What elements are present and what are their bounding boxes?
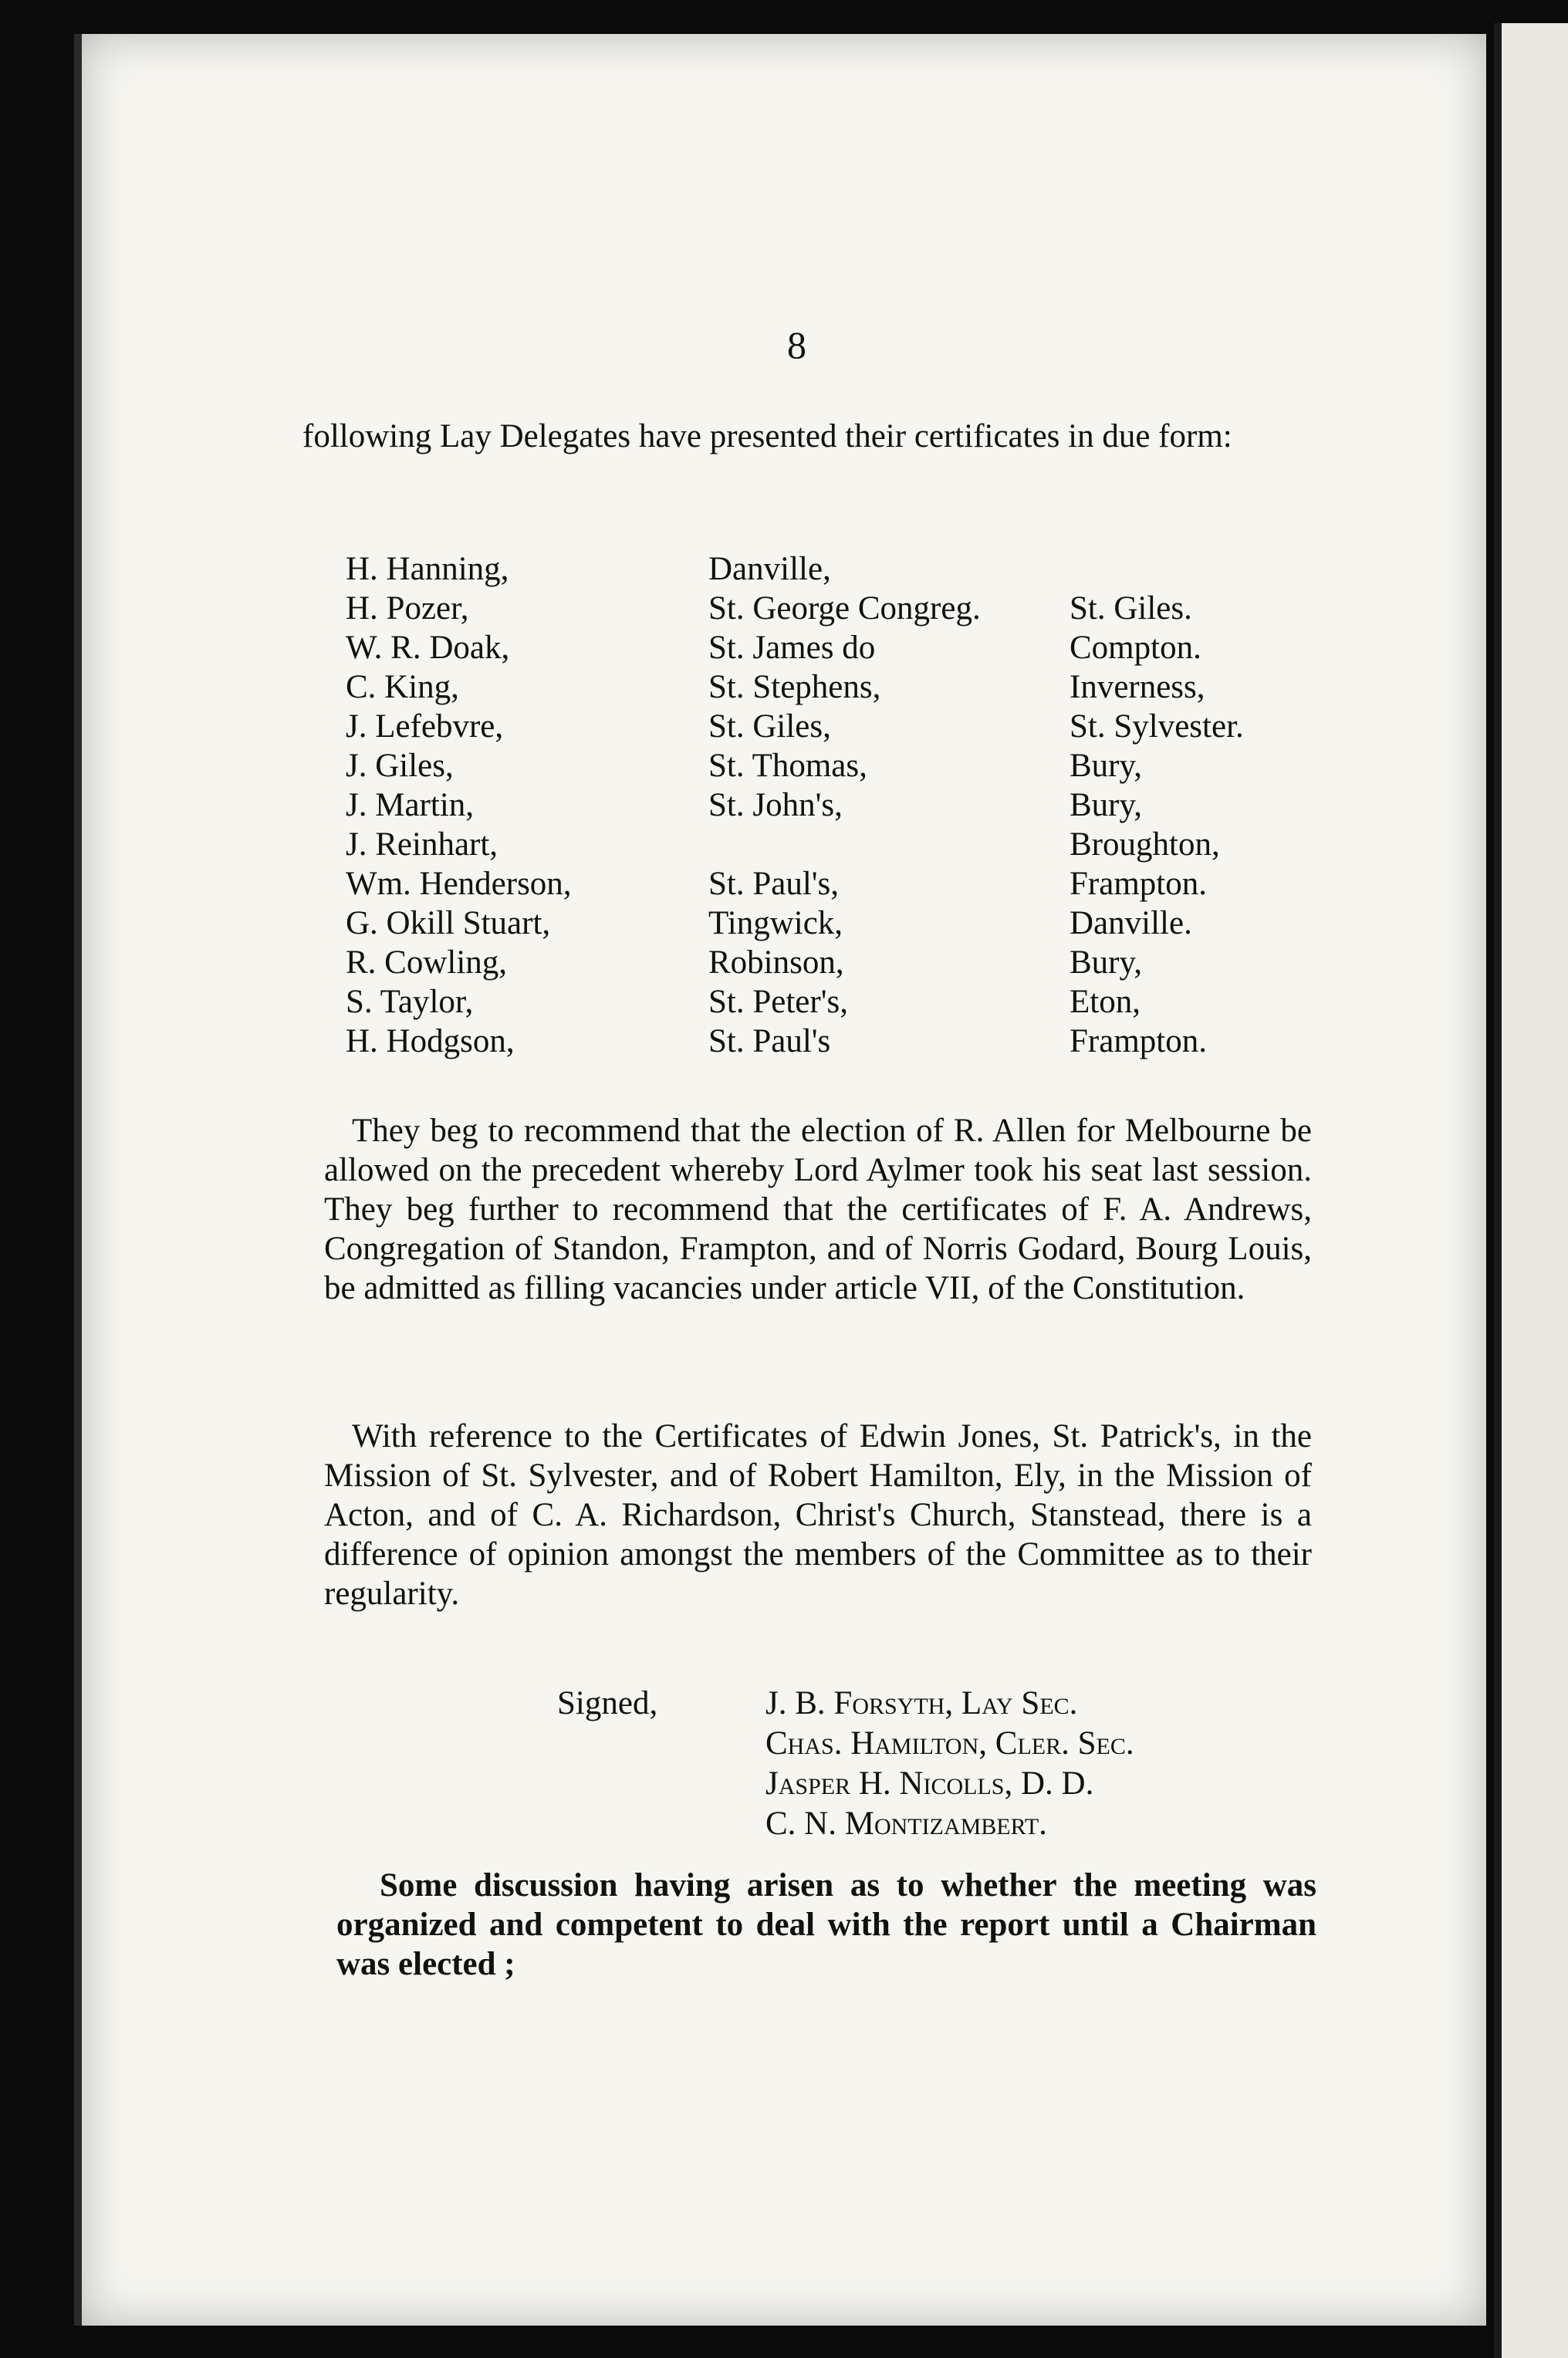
facing-page-edge [1494,23,1568,2358]
delegate-mission: St. Giles. [1070,590,1192,627]
delegate-name: J. Giles, [346,748,454,784]
delegate-congregation: St. Paul's, [708,866,840,902]
signed-label: Signed, [557,1685,658,1721]
delegate-congregation: St. John's, [708,787,843,823]
delegate-mission: Bury, [1070,748,1142,784]
delegate-congregation: St. Giles, [708,708,831,745]
delegate-name: H. Hodgson, [346,1023,515,1059]
delegate-mission: Eton, [1070,984,1141,1020]
delegate-name: Wm. Henderson, [346,866,572,902]
delegate-congregation: St. Thomas, [708,748,867,784]
delegate-name: J. Martin, [346,787,475,823]
delegate-mission: Danville. [1070,905,1192,941]
signatory: J. B. Forsyth, Lay Sec. [765,1685,1078,1721]
delegate-congregation: St. Peter's, [708,984,848,1020]
delegate-mission: Inverness, [1070,669,1205,705]
signatory: Jasper H. Nicolls, D. D. [765,1765,1094,1802]
delegate-name: C. King, [346,669,459,705]
signatory-list [765,1684,1134,1844]
paragraph-discussion: Some discussion having arisen as to whether the meeting was organized and competent to deal with the report until a Chairman was elected ; [336,1867,1316,1982]
delegate-mission: Broughton, [1070,826,1220,863]
page-number: 8 [787,323,806,367]
delegate-name: H. Pozer, [346,590,469,627]
paragraph-recommendation: They beg to recommend that the election of R. Allen for Melbourne be allowed on the precedent whereby Lord Aylmer took his seat last session. They beg further to recommend that the certificates of F. A. Andrews, Congregation of Standon, Frampton, and of Norris Godard, Bourg Louis, be admitted as filling vacancies under article VII, of the Constitution. [324,1113,1312,1306]
delegate-name: H. Hanning, [346,551,509,587]
delegate-name: R. Cowling, [346,944,508,981]
delegate-congregation: St. Stephens, [708,669,881,705]
delegate-name: J. Lefebvre, [346,708,504,745]
delegate-congregation: St. George Congreg. [708,590,981,627]
intro-text: following Lay Delegates have presented their certificates in due form: [302,418,1232,454]
delegate-mission: Bury, [1070,787,1142,823]
delegate-name: S. Taylor, [346,984,474,1020]
paragraph-certificates: With reference to the Certificates of Edwin Jones, St. Patrick's, in the Mission of St. Sylvester, and of Robert Hamilton, Ely, in the Mission of Acton, and of C. A. Richardson, Christ's Church, Stanstead, there is a difference of opinion amongst the members of the Committee as to their regularity. [324,1418,1312,1612]
delegate-congregation: Robinson, [708,944,844,981]
delegate-name: G. Okill Stuart, [346,905,551,941]
delegate-mission: Frampton. [1070,866,1207,902]
delegate-mission: St. Sylvester. [1070,708,1244,745]
delegate-name: W. R. Doak, [346,630,510,666]
delegate-congregation: St. James do [708,630,876,666]
delegate-mission: Frampton. [1070,1023,1207,1059]
delegate-congregation: St. Paul's [708,1023,831,1059]
delegate-congregation: Danville, [708,551,831,587]
delegate-mission: Compton. [1070,630,1201,666]
delegate-mission: Bury, [1070,944,1142,981]
delegate-name: J. Reinhart, [346,826,498,863]
signatory: Chas. Hamilton, Cler. Sec. [765,1725,1134,1762]
signatory: C. N. Montizambert. [765,1806,1047,1842]
delegate-congregation: Tingwick, [708,905,843,941]
